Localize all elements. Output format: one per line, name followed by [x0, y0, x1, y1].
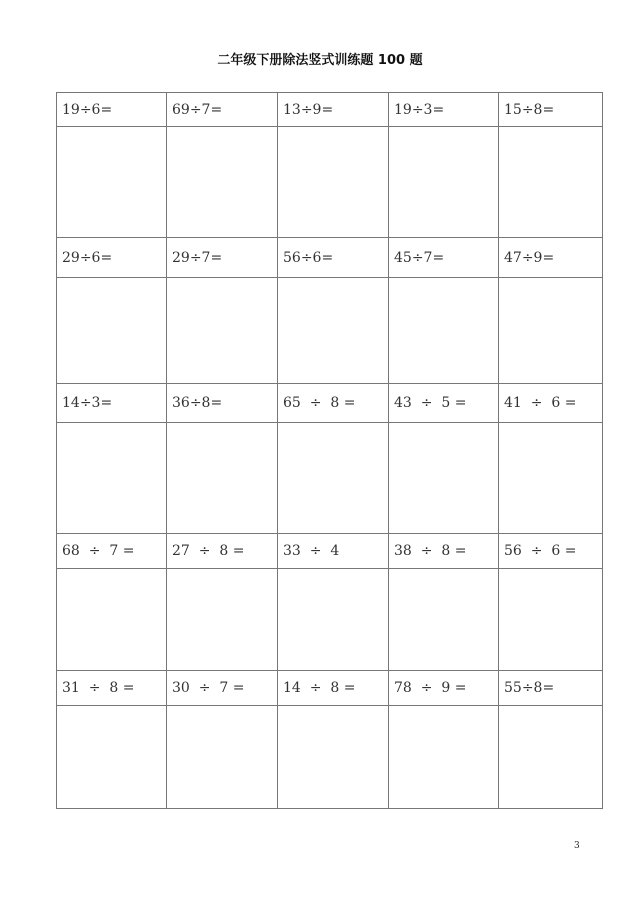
work-space-cell[interactable] [57, 423, 167, 534]
problem-cell: 15÷8= [499, 93, 603, 127]
work-space-cell[interactable] [499, 706, 603, 809]
problem-cell: 14÷3= [57, 384, 167, 423]
problem-cell: 31 ÷ 8 = [57, 671, 167, 706]
problem-cell: 13÷9= [278, 93, 389, 127]
problem-cell: 68 ÷ 7 = [57, 534, 167, 569]
work-space-cell[interactable] [499, 569, 603, 671]
work-space-cell[interactable] [389, 569, 499, 671]
problem-cell: 65 ÷ 8 = [278, 384, 389, 423]
problem-cell: 55÷8= [499, 671, 603, 706]
problem-cell: 78 ÷ 9 = [389, 671, 499, 706]
work-space-row [57, 706, 603, 809]
problem-cell: 29÷6= [57, 238, 167, 278]
work-space-row [57, 423, 603, 534]
problem-cell: 38 ÷ 8 = [389, 534, 499, 569]
problem-cell: 19÷3= [389, 93, 499, 127]
problem-table [56, 92, 603, 809]
work-space-cell[interactable] [389, 706, 499, 809]
work-space-cell[interactable] [57, 569, 167, 671]
problem-row [57, 384, 603, 423]
work-space-cell[interactable] [57, 127, 167, 238]
work-space-cell[interactable] [167, 706, 278, 809]
work-space-cell[interactable] [167, 423, 278, 534]
problem-cell: 43 ÷ 5 = [389, 384, 499, 423]
work-space-cell[interactable] [167, 127, 278, 238]
problem-cell: 69÷7= [167, 93, 278, 127]
problem-cell: 29÷7= [167, 238, 278, 278]
work-space-cell[interactable] [389, 423, 499, 534]
work-space-cell[interactable] [278, 278, 389, 384]
work-space-cell[interactable] [278, 569, 389, 671]
work-space-cell[interactable] [278, 706, 389, 809]
work-space-cell[interactable] [57, 278, 167, 384]
problem-cell: 47÷9= [499, 238, 603, 278]
problem-cell: 27 ÷ 8 = [167, 534, 278, 569]
work-space-cell[interactable] [499, 127, 603, 238]
work-space-row [57, 569, 603, 671]
problem-cell: 14 ÷ 8 = [278, 671, 389, 706]
work-space-row [57, 278, 603, 384]
problem-cell: 30 ÷ 7 = [167, 671, 278, 706]
work-space-cell[interactable] [499, 423, 603, 534]
work-space-row [57, 127, 603, 238]
work-space-cell[interactable] [389, 127, 499, 238]
problem-cell: 33 ÷ 4 [278, 534, 389, 569]
work-space-cell[interactable] [57, 706, 167, 809]
problem-row [57, 671, 603, 706]
page-number: 3 [574, 841, 580, 851]
problem-cell: 36÷8= [167, 384, 278, 423]
problem-cell: 56÷6= [278, 238, 389, 278]
work-space-cell[interactable] [389, 278, 499, 384]
problem-row [57, 534, 603, 569]
problem-row [57, 238, 603, 278]
problem-cell: 45÷7= [389, 238, 499, 278]
work-space-cell[interactable] [278, 423, 389, 534]
problem-cell: 41 ÷ 6 = [499, 384, 603, 423]
work-space-cell[interactable] [278, 127, 389, 238]
work-space-cell[interactable] [167, 278, 278, 384]
work-space-cell[interactable] [167, 569, 278, 671]
problem-cell: 56 ÷ 6 = [499, 534, 603, 569]
page-title: 二年级下册除法竖式训练题 100 题 [217, 53, 423, 68]
work-space-cell[interactable] [499, 278, 603, 384]
problem-cell: 19÷6= [57, 93, 167, 127]
problem-row [57, 93, 603, 127]
